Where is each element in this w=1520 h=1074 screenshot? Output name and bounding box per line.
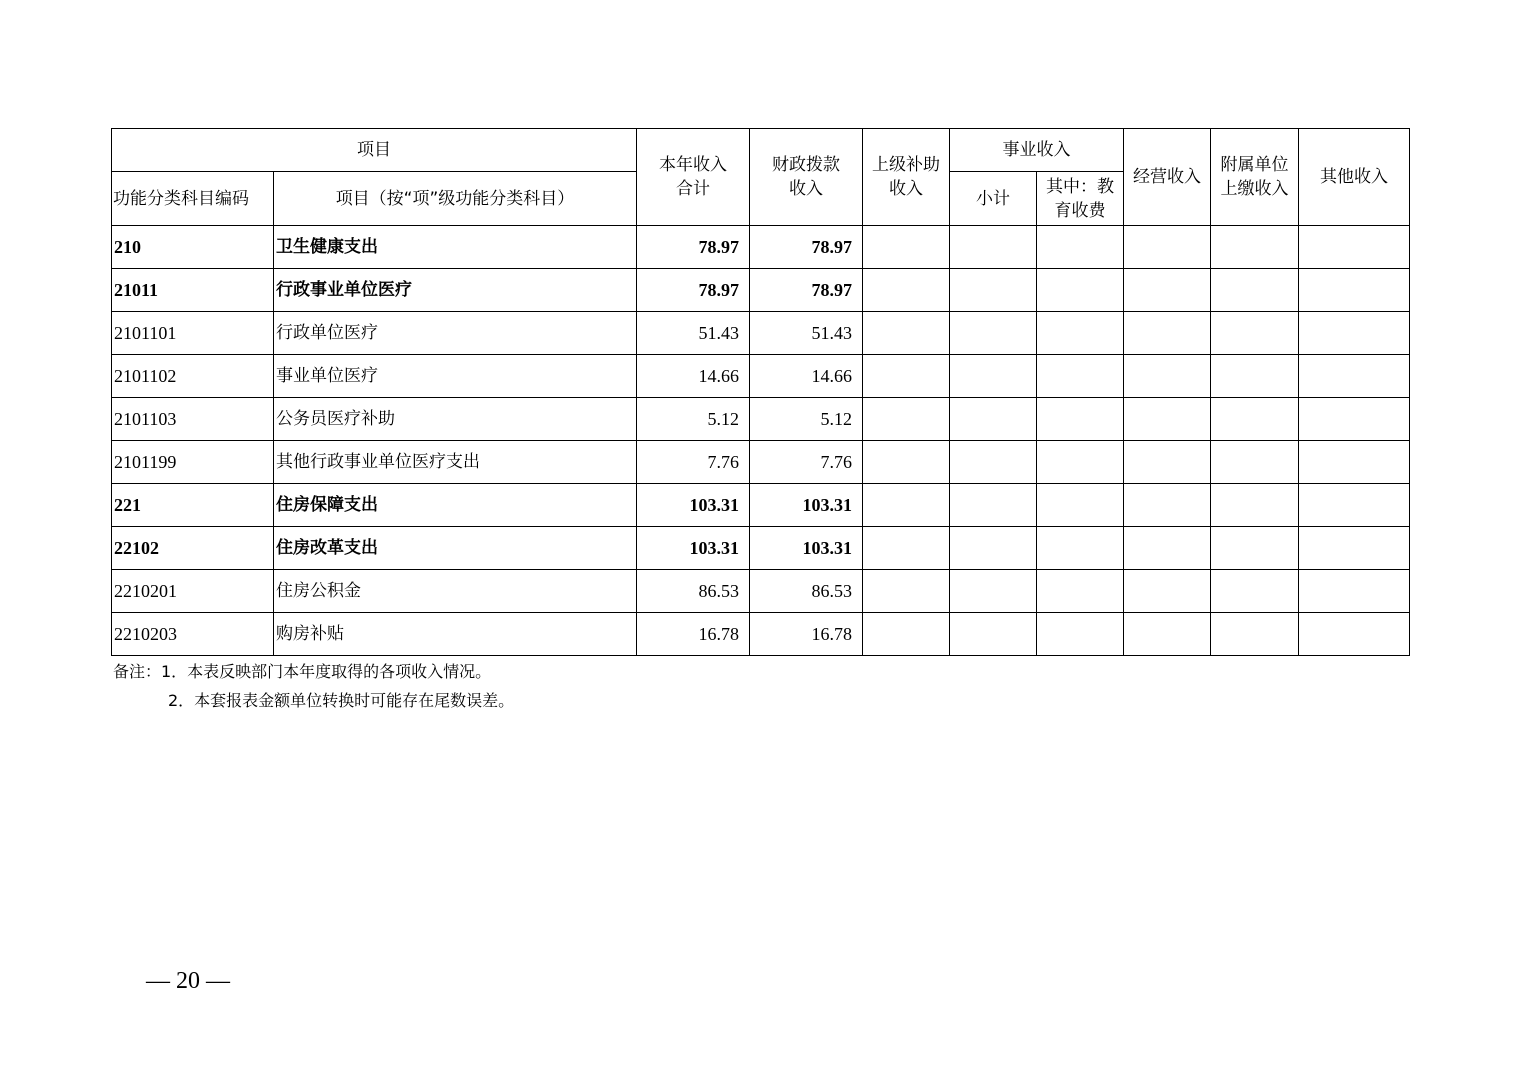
header-operating: 经营收入 (1124, 129, 1211, 226)
table-row (112, 527, 1410, 570)
row-business-subtotal (950, 398, 1037, 441)
row-superior (863, 570, 950, 613)
row-total: 103.31 (637, 527, 750, 570)
row-affiliated (1211, 355, 1299, 398)
row-code: 21011 (112, 269, 274, 312)
row-other (1299, 527, 1410, 570)
table-row (112, 269, 1410, 312)
row-code: 22102 (112, 527, 274, 570)
row-business-edu (1037, 441, 1124, 484)
row-business-edu (1037, 312, 1124, 355)
row-affiliated (1211, 613, 1299, 656)
row-operating (1124, 269, 1211, 312)
header-business-edu: 其中：教 育收费 (1037, 172, 1124, 226)
row-business-edu (1037, 398, 1124, 441)
row-business-subtotal (950, 269, 1037, 312)
header-affiliated: 附属单位 上缴收入 (1211, 129, 1299, 226)
row-affiliated (1211, 527, 1299, 570)
row-affiliated (1211, 570, 1299, 613)
row-business-edu (1037, 355, 1124, 398)
row-fiscal: 78.97 (750, 269, 863, 312)
page-number: — 20 — (146, 968, 230, 994)
row-business-subtotal (950, 441, 1037, 484)
row-operating (1124, 312, 1211, 355)
row-total: 51.43 (637, 312, 750, 355)
row-business-subtotal (950, 613, 1037, 656)
row-fiscal: 103.31 (750, 527, 863, 570)
row-affiliated (1211, 269, 1299, 312)
table-row (112, 484, 1410, 527)
row-superior (863, 441, 950, 484)
row-superior (863, 398, 950, 441)
row-operating (1124, 484, 1211, 527)
header-row-1 (112, 129, 1410, 172)
row-superior (863, 613, 950, 656)
row-code: 2210201 (112, 570, 274, 613)
row-code: 210 (112, 226, 274, 269)
row-business-edu (1037, 269, 1124, 312)
row-fiscal: 103.31 (750, 484, 863, 527)
row-total: 103.31 (637, 484, 750, 527)
table-row (112, 441, 1410, 484)
row-code: 2101103 (112, 398, 274, 441)
row-affiliated (1211, 441, 1299, 484)
row-fiscal: 14.66 (750, 355, 863, 398)
income-table (111, 128, 1410, 656)
row-business-subtotal (950, 312, 1037, 355)
row-operating (1124, 570, 1211, 613)
row-name: 其他行政事业单位医疗支出 (274, 441, 637, 484)
row-affiliated (1211, 398, 1299, 441)
row-business-edu (1037, 570, 1124, 613)
row-other (1299, 226, 1410, 269)
header-superior: 上级补助 收入 (863, 129, 950, 226)
row-code: 221 (112, 484, 274, 527)
header-total: 本年收入 合计 (637, 129, 750, 226)
row-superior (863, 269, 950, 312)
row-other (1299, 398, 1410, 441)
row-business-edu (1037, 527, 1124, 570)
row-operating (1124, 355, 1211, 398)
row-fiscal: 5.12 (750, 398, 863, 441)
header-name: 项目（按“项”级功能分类科目） (274, 172, 637, 226)
row-operating (1124, 441, 1211, 484)
table-row (112, 570, 1410, 613)
row-name: 住房保障支出 (274, 484, 637, 527)
row-total: 5.12 (637, 398, 750, 441)
row-code: 2101102 (112, 355, 274, 398)
table-row (112, 355, 1410, 398)
row-code: 2101101 (112, 312, 274, 355)
header-item-group: 项目 (112, 129, 637, 172)
row-total: 78.97 (637, 226, 750, 269)
row-name: 事业单位医疗 (274, 355, 637, 398)
row-fiscal: 86.53 (750, 570, 863, 613)
row-name: 卫生健康支出 (274, 226, 637, 269)
row-business-edu (1037, 226, 1124, 269)
header-business-subtotal: 小计 (950, 172, 1037, 226)
row-total: 78.97 (637, 269, 750, 312)
row-affiliated (1211, 484, 1299, 527)
row-name: 住房公积金 (274, 570, 637, 613)
row-fiscal: 78.97 (750, 226, 863, 269)
row-other (1299, 355, 1410, 398)
row-operating (1124, 226, 1211, 269)
header-code: 功能分类科目编码 (112, 172, 274, 226)
row-other (1299, 312, 1410, 355)
row-code: 2210203 (112, 613, 274, 656)
row-superior (863, 355, 950, 398)
row-total: 7.76 (637, 441, 750, 484)
row-superior (863, 484, 950, 527)
row-operating (1124, 613, 1211, 656)
header-business-group: 事业收入 (950, 129, 1124, 172)
table-row (112, 613, 1410, 656)
row-fiscal: 51.43 (750, 312, 863, 355)
table-row (112, 312, 1410, 355)
table-row (112, 398, 1410, 441)
note-line-1: 备注：1．本表反映部门本年度取得的各项收入情况。 (113, 662, 492, 681)
row-other (1299, 484, 1410, 527)
row-operating (1124, 398, 1211, 441)
row-name: 行政单位医疗 (274, 312, 637, 355)
row-total: 86.53 (637, 570, 750, 613)
row-affiliated (1211, 312, 1299, 355)
row-superior (863, 527, 950, 570)
row-affiliated (1211, 226, 1299, 269)
row-name: 行政事业单位医疗 (274, 269, 637, 312)
row-total: 14.66 (637, 355, 750, 398)
row-operating (1124, 527, 1211, 570)
row-superior (863, 226, 950, 269)
row-other (1299, 269, 1410, 312)
row-fiscal: 7.76 (750, 441, 863, 484)
header-fiscal: 财政拨款 收入 (750, 129, 863, 226)
row-name: 购房补贴 (274, 613, 637, 656)
row-business-edu (1037, 613, 1124, 656)
row-other (1299, 613, 1410, 656)
row-code: 2101199 (112, 441, 274, 484)
table-row (112, 226, 1410, 269)
row-business-subtotal (950, 484, 1037, 527)
row-name: 住房改革支出 (274, 527, 637, 570)
row-business-edu (1037, 484, 1124, 527)
row-name: 公务员医疗补助 (274, 398, 637, 441)
header-other: 其他收入 (1299, 129, 1410, 226)
row-business-subtotal (950, 527, 1037, 570)
row-superior (863, 312, 950, 355)
row-fiscal: 16.78 (750, 613, 863, 656)
row-other (1299, 570, 1410, 613)
row-total: 16.78 (637, 613, 750, 656)
row-business-subtotal (950, 355, 1037, 398)
note-line-2: 2．本套报表金额单位转换时可能存在尾数误差。 (168, 691, 515, 710)
row-business-subtotal (950, 226, 1037, 269)
row-other (1299, 441, 1410, 484)
row-business-subtotal (950, 570, 1037, 613)
table-body (112, 226, 1410, 656)
